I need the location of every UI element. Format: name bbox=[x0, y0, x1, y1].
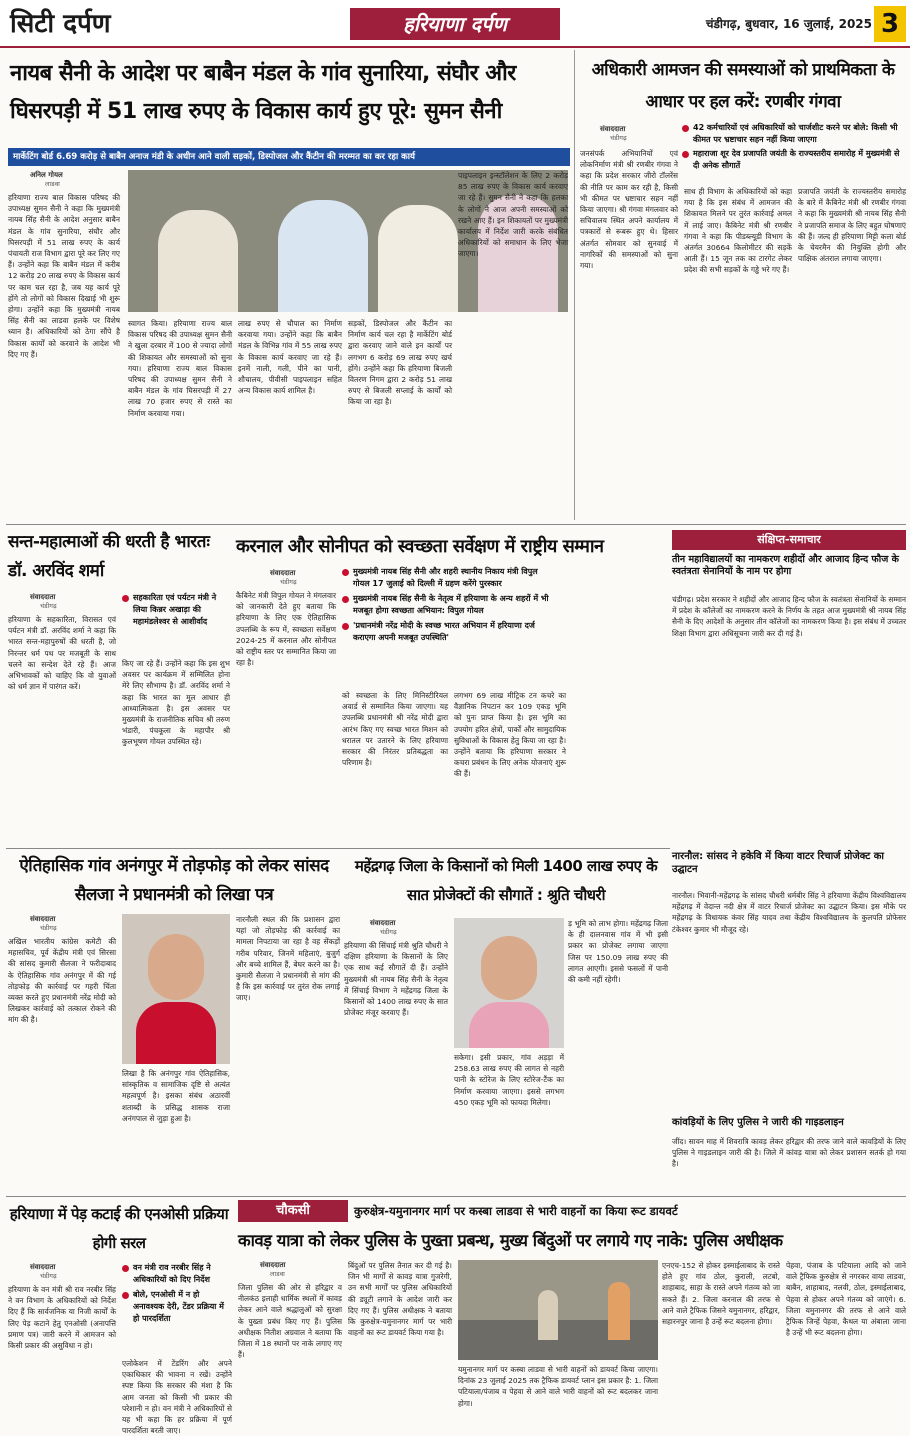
chauksi-col1: जिला पुलिस की ओर से हरिद्वार व नीलकंठ इलाही धार्मिक स्थलों में कावड़ लेकर आने वाले श्रद्धालुओं को सुरक्षा के पुख्ता प्रबंध किए गए हैं। पुलिस अधीक्षक नितीश अग्रवाल ने बताया कि जिला में 18 स्थानों पर नाके लगाए गए हैं। bbox=[238, 1283, 345, 1360]
portrait-head bbox=[481, 936, 537, 1000]
right-divider bbox=[574, 50, 575, 520]
swachh-col3: लगभग 69 लाख मीट्रिक टन कचरे का वैज्ञानिक निपटान कर 109 एकड़ भूमि को पुनः प्राप्त किया है। इस भूमि का उपयोग हरित क्षेत्रों, पार्कों और सामुदायिक सुविधाओं के विकास हेतु किया जा रहा है। उन्होंने बताया कि हरियाणा सरकार ने कचरा प्रबंधन के लिए अनेक योजनाएं शुरू की हैं। bbox=[454, 691, 569, 779]
chauksi-col2: बिंदुओं पर पुलिस तैनात कर दी गई है। जिन भी मार्गों से कावड़ यात्रा गुजरेगी, उन सभी मार्गों पर पुलिस अधिकारियों की ड्यूटी लगाने के आदेश जारी कर दिए गए हैं। पुलिस अधीक्षक ने बताया कि कुरुक्षेत्र-यमुनानगर मार्ग पर भारी वाहनों का रूट डायवर्ट किया गया है। bbox=[348, 1261, 455, 1338]
chauksi-headline: कावड़ यात्रा को लेकर पुलिस के पुख्ता प्रबन्ध, मुख्य बिंदुओं पर लगाये गए नाके: पुलिस अधीक्षक bbox=[238, 1231, 783, 1250]
anangpur-place: चंडीगढ़ bbox=[40, 924, 57, 932]
anangpur-col3: नारनौली स्थल की कि प्रशासन द्वारा यहां जो तोड़फोड़ की कार्रवाई का मामला निपटाया जा रहा है वह सेंकड़ों गरीब परिवार, जिनमें महिलाएं, बुजुर्ग और बच्चे शामिल हैं, बेघर करने का है। कुमारी सैलजा ने प्रधानमंत्री से मांग की है कि इस कार्रवाई पर तुरंत रोक लगाई जाए। bbox=[236, 915, 343, 1003]
dateline: चंडीगढ़, बुधवार, 16 जुलाई, 2025 bbox=[705, 17, 872, 31]
bullet-item bbox=[682, 148, 906, 172]
section-rule bbox=[6, 524, 906, 525]
sant-headline: सन्त-महात्माओं की धरती है भारतः डॉ. अरविंद शर्मा bbox=[8, 532, 210, 581]
tree-col2: एलोकेशन में टेंडरिंग और अपने एकाधिकार की भावना न रखें। उन्होंने स्पष्ट किया कि सरकार की मंशा है कि आम जनता को किसी भी प्रकार की परेशानी न हो। वन मंत्री ने अधिकारियों से यह भी कहा कि हर प्रक्रिया में पूर्ण पारदर्शिता बरती जाए। bbox=[122, 1359, 235, 1436]
lead-subheadline: मार्केटिंग बोर्ड 6.69 करोड़ से बाबैन अनाज मंडी के अधीन आने वाली सड़कों, डिस्पोजल और कैंटीन की मरम्मत का कर रहा कार्य bbox=[8, 148, 570, 166]
lead-col3: लाख रुपए से चौपाल का निर्माण करवाया गया। उन्होंने कहा कि बाबैन मंडल के विभिन्न गांव में 55 लाख रुपए के विकास कार्य करवाए जा रहे हैं। इनमें नाली, गली, पीने का पानी, शौचालय, पीवीसी पाइपलाइन सहित अन्य विकास कार्य शामिल है। bbox=[238, 319, 345, 396]
person-shape bbox=[538, 1290, 558, 1340]
bullet-item bbox=[122, 592, 230, 628]
mahendergarh-photo bbox=[454, 918, 564, 1048]
bullet-dot-icon bbox=[342, 623, 349, 630]
sant-bullets bbox=[122, 592, 230, 652]
bullet-text: बोले, एनओसी में न हो अनावश्यक देरी, टेंडर प्रक्रिया में हो पारदर्शिता bbox=[133, 1290, 224, 1323]
right-col3: प्रजापति जयंती के राज्यस्तरीय समारोह के बारे में कैबिनेट मंत्री श्री रणबीर गंगवा ने कहा कि मुख्यमंत्री श्री नायब सिंह सैनी ने प्रजापति समाज के लिए बहुत घोषणाएं की हैं। जल्द ही हरियाणा मिट्टी कला बोर्ड के चेयरमैन की नियुक्ति होगी और पाक्षिक अंतराल लगाया जाएगा। bbox=[798, 187, 909, 264]
right-col1: जनसंपर्क अभियानियों एवं लोकनिर्माण मंत्री श्री रणबीर गंगवा ने कहा कि प्रदेश सरकार जीरो टॉलरेंस की नीति पर काम कर रही है, किसी भी कीमत पर भ्रष्टाचार सहन नहीं किया जाएगा। श्री गंगवा मंगलवार को सचिवालय स्थित अपने कार्यालय में पत्रकारों से रूबरू हुए थे। हिसार अंतर्गत सोमवार को सुनवाई में नागरिकों की समस्याओं को सुना गया। bbox=[580, 149, 681, 271]
anangpur-byline: संवाददाता bbox=[30, 915, 56, 923]
anangpur-col2: लिखा है कि अनंगपुर गांव ऐतिहासिक, सांस्कृतिक व सामाजिक दृष्टि से अत्यंत महत्वपूर्ण है। इसका संबंध अठारवीं शताब्दी के प्रसिद्ध शासक राजा अनंगपाल से जुड़ा हुआ है। bbox=[122, 1069, 233, 1123]
tree-byline: संवाददाता bbox=[30, 1263, 56, 1271]
portrait-head bbox=[148, 934, 204, 1000]
sankshipt-item2-text: नारनौल। भिवानी-महेंद्रगढ़ के सांसद चौधरी धर्मबीर सिंह ने हरियाणा केंद्रीय विश्वविद्यालय महेंद्रगढ़ में वेदान्त नदी क्षेत्र में वाटर रिचार्ज प्रोजेक्ट का उद्घाटन किया। इस मौके पर महेंद्रगढ़ के विधायक कंवर सिंह यादव तथा केंद्रीय विश्वविद्यालय के कुलपति प्रोफेसर टंकेश्वर कुमार भी मौजूद रहे। bbox=[672, 891, 909, 934]
sankshipt-item2-headline: नारनौल: सांसद ने हकेवि में किया वाटर रिचार्ज प्रोजेक्ट का उद्घाटन bbox=[672, 851, 885, 875]
mahendergarh-col1: हरियाणा की सिंचाई मंत्री श्रुति चौधरी ने दक्षिण हरियाणा के किसानों के लिए एक साथ कई सौगातें दी हैं। उन्होंने मुख्यमंत्री श्री नायब सिंह सैनी के नेतृत्व में सिंचाई विभाग ने महेंद्रगढ़ जिला के किसानों को 1400 लाख रुपए के सात प्रोजेक्ट मंजूर करवाए हैं। bbox=[344, 941, 451, 1018]
bullet-dot-icon bbox=[682, 125, 689, 132]
bullet-item bbox=[122, 1289, 232, 1325]
masthead bbox=[0, 0, 910, 48]
swachh-byline: संवाददाता bbox=[270, 569, 296, 577]
mahendergarh-col3: ड़ भूमि को लाभ होगा। महेंद्रगढ़ जिला के ही दालनवास गांव में भी इसी प्रकार का प्रोजेक्ट लगाया जाएगा जिस पर 150.09 लाख रुपए की लागत आएगी। इससे फसलों में पानी की कमी नहीं रहेगी। bbox=[568, 919, 671, 985]
swachh-col1: कैबिनेट मंत्री विपुल गोयल ने मंगलवार को जानकारी देते हुए बताया कि हरियाणा के लिए एक ऐतिहासिक उपलब्धि के रूप में, स्वच्छता सर्वेक्षण 2024-25 में करनाल और सोनीपत को राष्ट्रीय स्तर पर सम्मानित किया जा रहा है। bbox=[236, 591, 339, 668]
photo-figure bbox=[378, 205, 458, 312]
anangpur-photo bbox=[122, 914, 230, 1064]
chauksi-col5: पेहवा, पंजाब के पटियाला आदि को जाने वाले ट्रैफिक कुरुक्षेत्र से नगरकर वाया लाडवा, बाबैन, शाहाबाद, नलवी, ठोल, इस्माईलाबाद, पेहवा से होकर अपने गंतव्य को जाएंगे। 6. जिला यमुनानगर की तरफ से आने वाले ट्रैफिक जिन्हें पेहवा, कैथल या अंबाला जाना है उन्हें भी रूट बदलना होगा। bbox=[786, 1261, 909, 1338]
bullet-item bbox=[342, 566, 556, 590]
chauksi-photo bbox=[458, 1260, 658, 1360]
portrait-body bbox=[136, 1002, 216, 1064]
bullet-dot-icon bbox=[122, 1292, 129, 1299]
section-banner: हरियाणा दर्पण bbox=[350, 8, 560, 40]
bullet-dot-icon bbox=[122, 595, 129, 602]
portrait-body bbox=[469, 1002, 549, 1048]
tree-col1: हरियाणा के वन मंत्री श्री राव नरबीर सिंह ने वन विभाग के अधिकारियों को निर्देश दिए हैं कि सार्वजनिक या निजी कार्यों के लिए पेड़ कटाने हेतु एनओसी (अनापत्ति प्रमाण पत्र) जारी करने में आमजन को किसी प्रकार की असुविधा न हो। bbox=[8, 1285, 119, 1351]
bullet-text: सहकारिता एवं पर्यटन मंत्री ने लिया किन्नर अखाड़ा की महामंडलेश्वर से आशीर्वाद bbox=[133, 593, 217, 626]
chauksi-col3: यमुनानगर मार्ग पर कस्बा लाडवा से भारी वाहनों को डायवर्ट किया जाएगा। दिनांक 23 जुलाई 2025 तक ट्रैफिक डायवर्ट प्लान इस प्रकार है: 1. जिला पटियाला/पंजाब व पेहवा से आने वाले भारी वाहनों को रूट बदलकर जाना होगा। bbox=[458, 1365, 661, 1408]
mahendergarh-headline: महेंद्रगढ़ जिला के किसानों को मिली 1400 लाख रुपए के सात प्रोजेक्टों की सौगातें : श्रुति चौधरी bbox=[354, 857, 658, 904]
sankshipt-item1-headline: तीन महाविद्यालयों का नामकरण शहीदों और आजाद हिन्द फौज के स्वतंत्रता सेनानियों के नाम पर होगा bbox=[672, 554, 899, 577]
sant-place: चंडीगढ़ bbox=[40, 602, 57, 610]
bullet-text: वन मंत्री राव नरबीर सिंह ने अधिकारियों को दिए निर्देश bbox=[133, 1263, 211, 1284]
bullet-dot-icon bbox=[122, 1265, 129, 1272]
section-rule bbox=[6, 848, 670, 849]
chauksi-byline: संवाददाता bbox=[260, 1261, 286, 1269]
sant-byline: संवाददाता bbox=[30, 593, 56, 601]
sankshipt-item3-text: जींद। सावन माह में शिवरात्रि कावड़ लेकर हरिद्वार की तरफ जाने वाले कावड़ियों के लिए पुलिस ने गाइडलाइन जारी की है। जिले में कांवड़ यात्रा को लेकर प्रशासन सतर्क हो गया है। bbox=[672, 1137, 909, 1169]
tree-place: चंडीगढ़ bbox=[40, 1272, 57, 1280]
anangpur-col1: अखिल भारतीय कांग्रेस कमेटी की महासचिव, पूर्व केंद्रीय मंत्री एवं सिरसा की सांसद कुमारी सैलजा ने फरीदाबाद के ऐतिहासिक गांव अनंगपुर में की गई तोड़फोड़ की कार्रवाई पर गहरी चिंता व्यक्त करते हुए प्रधानमंत्री नरेंद्र मोदी को लिखकर कार्रवाई को तत्काल रोकने की मांग की है। bbox=[8, 937, 119, 1025]
swachh-place: चंडीगढ़ bbox=[280, 578, 297, 586]
right-headline: अधिकारी आमजन की समस्याओं को प्राथमिकता के आधार पर हल करें: रणबीर गंगवा bbox=[591, 60, 895, 112]
lead-place: लाडवा bbox=[45, 180, 60, 188]
sankshipt-banner: संक्षिप्त-समाचार bbox=[672, 530, 906, 550]
page-number: 3 bbox=[874, 6, 906, 42]
mahendergarh-col2: सकेगा। इसी प्रकार, गांव अड़ड़ा में 258.63 लाख रुपए की लागत से नहरी पानी के स्टोरेज के लिए स्टोरेज-टैंक का निर्माण करवाया जाएगा। इससे लगभग 450 एकड़ भूमि को फायदा मिलेगा। bbox=[454, 1053, 567, 1107]
sant-col1: हरियाणा के सहकारिता, विरासत एवं पर्यटन मंत्री डॉ. अरविंद शर्मा ने कहा कि भारत सन्त-महापुरुषों की धरती है, जो निरन्तर धर्म पथ पर मजबूती के साथ चलने का सन्देश देते रहे हैं। आज अभिभावकों को चाहिए कि वो युवाओं को धर्म ज्ञान में पारंगत करें। bbox=[8, 615, 119, 692]
lead-col1: हरियाणा राज्य बाल विकास परिषद की उपाध्यक्ष सुमन सैनी ने कहा कि मुख्यमंत्री नायब सिंह सैनी के आदेश अनुसार बाबैन मंडल के गांव सुनारिया, संघौर और घिसरपड़ी में 51 लाख रुपए के कार्य पंचायती राज विभाग द्वारा पूरे कर लिए गए हैं। उन्होंने कहा कि बाबैन मंडल में करीब 12 करोड़ 20 लाख रुपए के विकास कार्य पर काम चल रहा है, जब यह कार्य पूरे होंगे तो लोगों को विकास दिखाई भी शुरू होगा। उन्होंने कहा कि मुख्यमंत्री नायब सिंह सैनी का लाडवा हलके पर विशेष ध्यान है। अधिकारियों को ठेगा सौंपे है विकास कार्यों को करवाने के आदेश भी दिए गए हैं। bbox=[8, 193, 123, 359]
lead-headline-line2: घिसरपड़ी में 51 लाख रुपए के विकास कार्य हुए पूरे: सुमन सैनी bbox=[10, 99, 502, 124]
lead-byline: अनिल गोयल bbox=[30, 171, 63, 179]
bullet-item bbox=[342, 620, 556, 644]
bullet-item bbox=[122, 1262, 232, 1286]
person-shape bbox=[608, 1282, 630, 1340]
anangpur-headline: ऐतिहासिक गांव अनंगपुर में तोड़फोड़ को लेकर सांसद सैलजा ने प्रधानमंत्री को लिखा पत्र bbox=[19, 856, 329, 905]
right-place: चंडीगढ़ bbox=[610, 134, 627, 142]
tree-headline: हरियाणा में पेड़ कटाई की एनओसी प्रक्रिया होगी सरल bbox=[9, 1205, 229, 1252]
bullet-dot-icon bbox=[342, 569, 349, 576]
bullet-text: 42 कर्मचारियों एवं अधिकारियों को चार्जशीट करने पर बोले: किसी भी कीमत पर भ्रष्टाचार सहन नहीं किया जाएगा bbox=[693, 123, 898, 144]
mahendergarh-place: चंडीगढ़ bbox=[380, 928, 397, 936]
bullet-item bbox=[682, 122, 906, 146]
sant-col2: किए जा रहे हैं। उन्होंने कहा कि इस शुभ अवसर पर कार्यक्रम में सम्मिलित होना मेरे लिए सौभाग्य है। डॉ. अरविंद शर्मा ने कहा कि भारत का मूल आधार ही आध्यात्मिकता है। इस अवसर पर मुख्यमंत्री के राजनीतिक सचिव श्री तरुण भंडारी, पंचकूला के महापौर श्री कुलभूषण गोयल उपस्थित रहे। bbox=[122, 659, 233, 747]
bullet-text: मुख्यमंत्री नायब सिंह सैनी और शहरी स्थानीय निकाय मंत्री विपुल गोयल 17 जुलाई को दिल्ली में ग्रहण करेंगे पुरस्कार bbox=[353, 567, 538, 588]
swachh-headline: करनाल और सोनीपत को स्वच्छता सर्वेक्षण में राष्ट्रीय सम्मान bbox=[236, 536, 604, 557]
right-bullets bbox=[682, 122, 906, 180]
bullet-dot-icon bbox=[682, 151, 689, 158]
lead-col4: सड़कों, डिस्पोजल और कैंटीन का निर्माण कार्य चल रहा है मार्केटिंग बोर्ड द्वारा करवाए जाने वाले इन कार्यों पर लगभग 6 करोड़ 69 लाख रुपए खर्च होंगे। उन्होंने कहा कि हरियाणा बिजली वितरण निगम द्वारा 2 करोड़ 51 लाख रुपए से बिजली सप्लाई के कार्यों को किया जा रहा है। bbox=[348, 319, 455, 407]
bullet-item bbox=[342, 593, 556, 617]
bullet-text: महाराजा शूर देव प्रजापति जयंती के राज्यस्तरीय समारोह में मुख्यमंत्री से दी अनेक सौगातें bbox=[693, 149, 900, 170]
bullet-text: 'प्रधानमंत्री नरेंद्र मोदी के स्वच्छ भारत अभियान में हरियाणा दर्ज कराएगा अपनी मजबूत उपस्थिति' bbox=[353, 621, 535, 642]
chauksi-place: लाडवा bbox=[270, 1270, 285, 1278]
sankshipt-item3-headline: कांवड़ियों के लिए पुलिस ने जारी की गाइडलाइन bbox=[672, 1117, 844, 1128]
paper-name: सिटी दर्पण bbox=[10, 9, 111, 39]
bullet-text: मुख्यमंत्री नायब सिंह सैनी के नेतृत्व में हरियाणा के अन्य शहरों में भी मजबूत होगा स्वच्छता अभियान: विपुल गोयल bbox=[353, 594, 549, 615]
tree-bullets bbox=[122, 1262, 232, 1354]
swachh-bullets bbox=[342, 566, 556, 686]
right-col2: साथ ही विभाग के अधिकारियों को कहा गया है कि इस संबंध में आमजन की शिकायत मिलने पर तुरंत कार्रवाई अमल में लाई जाए। कैबिनेट मंत्री श्री रणबीर गंगवा ने कहा कि पीडब्ल्यूडी विभाग के अंतर्गत 30664 किलोमीटर की सड़कें आती हैं। 15 जून तक का टारगेट लेकर प्रदेश की सभी सड़कों के गड्ढे भरे गए हैं। bbox=[684, 187, 795, 275]
lead-col5: पाइपलाइन इन्स्टॉलेशन के लिए 2 करोड़ 85 लाख रुपए के विकास कार्य करवाए जा रहे हैं। सुमन सैनी ने कहा कि हलका के लोगों ने आज अपनी समस्याओं को रखने आए हैं। इन शिकायतों पर मुख्यमंत्री कार्यालय में निर्देश जारी करके संबंधित अधिकारियों को समाधान के लिए भेजा जाएगा। bbox=[458, 171, 571, 259]
sankshipt-item1-text: चंडीगढ़। प्रदेश सरकार ने शहीदों और आजाद हिन्द फौज के स्वतंत्रता सेनानियों के सम्मान में प्रदेश के कॉलेजों का नामकरण करने के निर्णय के तहत आज मुख्यमंत्री श्री नायब सिंह सैनी के दिए आदेशों के अनुसार तीन कॉलेजों का नामकरण किया है। इस संबंध में उच्चतर शिक्षा विभाग द्वारा अधिसूचना जारी कर दी गई है। bbox=[672, 595, 909, 638]
chauksi-col4: एनएच-152 से होकर इस्माईलाबाद के रास्ते होते हुए गांव ठोल, कुराली, लटबो, शाहाबाद, साहा के रास्ते अपने गंतव्य को जा सकते हैं। 2. जिला करनाल की तरफ से आने वाले ट्रैफिक जिसने यमुनानगर, हरिद्वार, सहारनपुर जाना है उन्हें रूट बदलना होगा। bbox=[662, 1261, 783, 1327]
right-byline: संवाददाता bbox=[600, 125, 626, 133]
swachh-col2: को स्वच्छता के लिए मिनिस्टीरियल अवार्ड से सम्मानित किया जाएगा। यह उपलब्धि प्रधानमंत्री श्री नरेंद्र मोदी द्वारा आरंभ किए गए स्वच्छ भारत मिशन को धरातल पर उतारने के लिए हरियाणा सरकार की निरंतर प्रतिबद्धता का परिणाम है। bbox=[342, 691, 451, 768]
lead-col2: स्वागत किया। हरियाणा राज्य बाल विकास परिषद की उपाध्यक्ष सुमन सैनी ने खुला दरबार में 100 से ज्यादा लोगों की शिकायत और समस्याओं को सुना गया। हरियाणा राज्य बाल विकास परिषद की उपाध्यक्ष सुमन सैनी ने बाबैन मंडल के गांव घिसरपड़ी में 27 लाख 70 हजार रुपए से रास्ते का निर्माण करवाया गया। bbox=[128, 319, 235, 418]
mahendergarh-byline: संवाददाता bbox=[370, 919, 396, 927]
photo-figure bbox=[278, 200, 368, 312]
chauksi-kicker: कुरुक्षेत्र-यमुनानगर मार्ग पर कस्बा लाडवा से भारी वाहनों का किया रूट डायवर्ट bbox=[354, 1204, 678, 1218]
chauksi-tag: चौकसी bbox=[238, 1200, 348, 1222]
lead-headline-line1: नायब सैनी के आदेश पर बाबैन मंडल के गांव सुनारिया, संघौर और bbox=[10, 61, 516, 86]
section-rule bbox=[6, 1196, 906, 1197]
bullet-dot-icon bbox=[342, 596, 349, 603]
photo-figure bbox=[158, 210, 238, 312]
